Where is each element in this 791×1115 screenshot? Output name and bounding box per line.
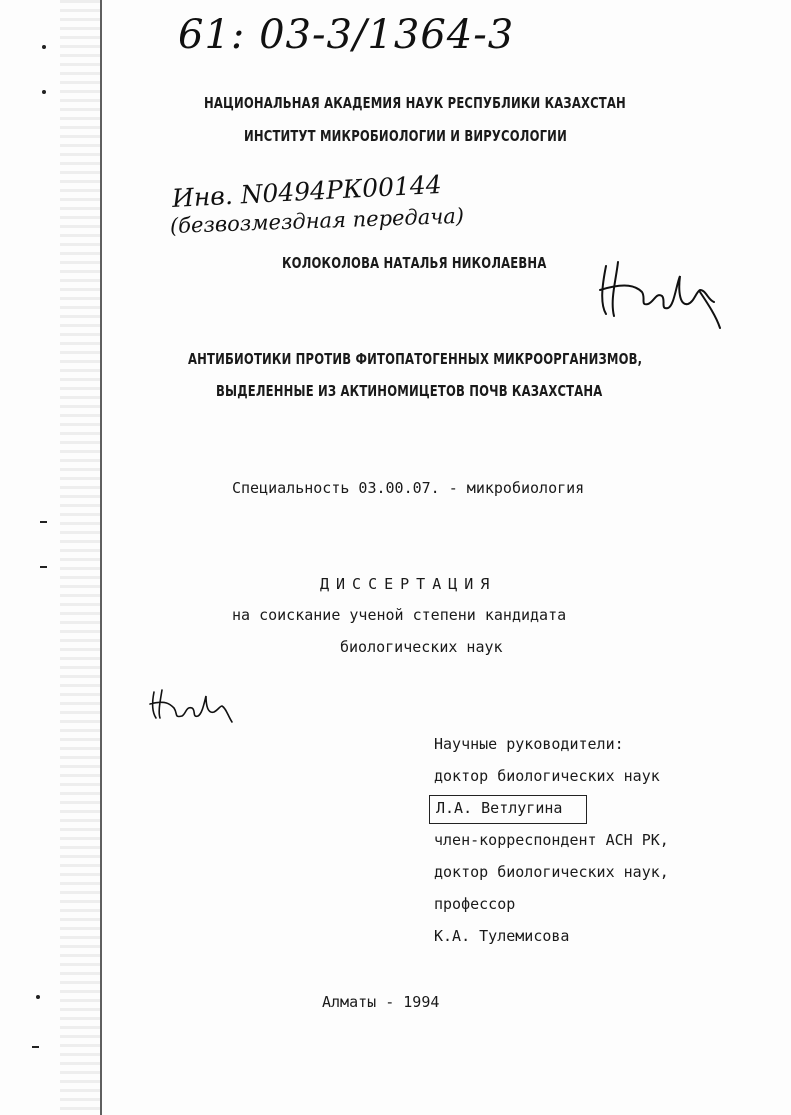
margin-mark — [32, 1046, 39, 1048]
title-line-2: ВЫДЕЛЕННЫЕ ИЗ АКТИНОМИЦЕТОВ ПОЧВ КАЗАХСТАНА — [216, 382, 603, 400]
supervisor-1-name: Л.А. Ветлугина — [436, 799, 563, 817]
margin-line — [100, 0, 102, 1115]
supervisor-1-degree: доктор биологических наук — [434, 767, 660, 785]
dissertation-degree-line-1: на соискание ученой степени кандидата — [232, 606, 567, 624]
institute-name: ИНСТИТУТ МИКРОБИОЛОГИИ И ВИРУСОЛОГИИ — [244, 127, 567, 145]
city-year: Алматы - 1994 — [322, 993, 440, 1011]
binding-edge — [60, 0, 100, 1115]
supervisor-2-name: К.А. Тулемисова — [434, 927, 570, 945]
supervisors-heading: Научные руководители: — [434, 735, 624, 753]
dissertation-degree-line-2: биологических наук — [340, 638, 503, 656]
inventory-number: Инв. N0494РК00144 — [171, 169, 443, 213]
archive-number: 61: 03-3/1364-3 — [178, 12, 515, 58]
margin-mark — [40, 521, 47, 523]
dissertation-label: ДИССЕРТАЦИЯ — [320, 575, 497, 593]
title-line-1: АНТИБИОТИКИ ПРОТИВ ФИТОПАТОГЕННЫХ МИКРООРГАНИЗМОВ, — [188, 350, 643, 368]
margin-mark — [42, 45, 46, 49]
supervisor-2-degree: доктор биологических наук, — [434, 863, 669, 881]
academy-name: НАЦИОНАЛЬНАЯ АКАДЕМИЯ НАУК РЕСПУБЛИКИ КАЗАХСТАН — [204, 94, 626, 112]
author-signature — [596, 256, 724, 336]
author-name: КОЛОКОЛОВА НАТАЛЬЯ НИКОЛАЕВНА — [282, 254, 547, 272]
margin-mark — [36, 995, 40, 999]
margin-mark — [42, 90, 46, 94]
inventory-note: (безвозмездная передача) — [169, 203, 465, 238]
supervisor-2-title: профессор — [434, 895, 516, 913]
specialty: Специальность 03.00.07. - микробиология — [232, 479, 585, 497]
supervisor-2-role: член-корреспондент АСН РК, — [434, 831, 669, 849]
margin-signature — [148, 688, 234, 724]
margin-mark — [40, 566, 47, 568]
